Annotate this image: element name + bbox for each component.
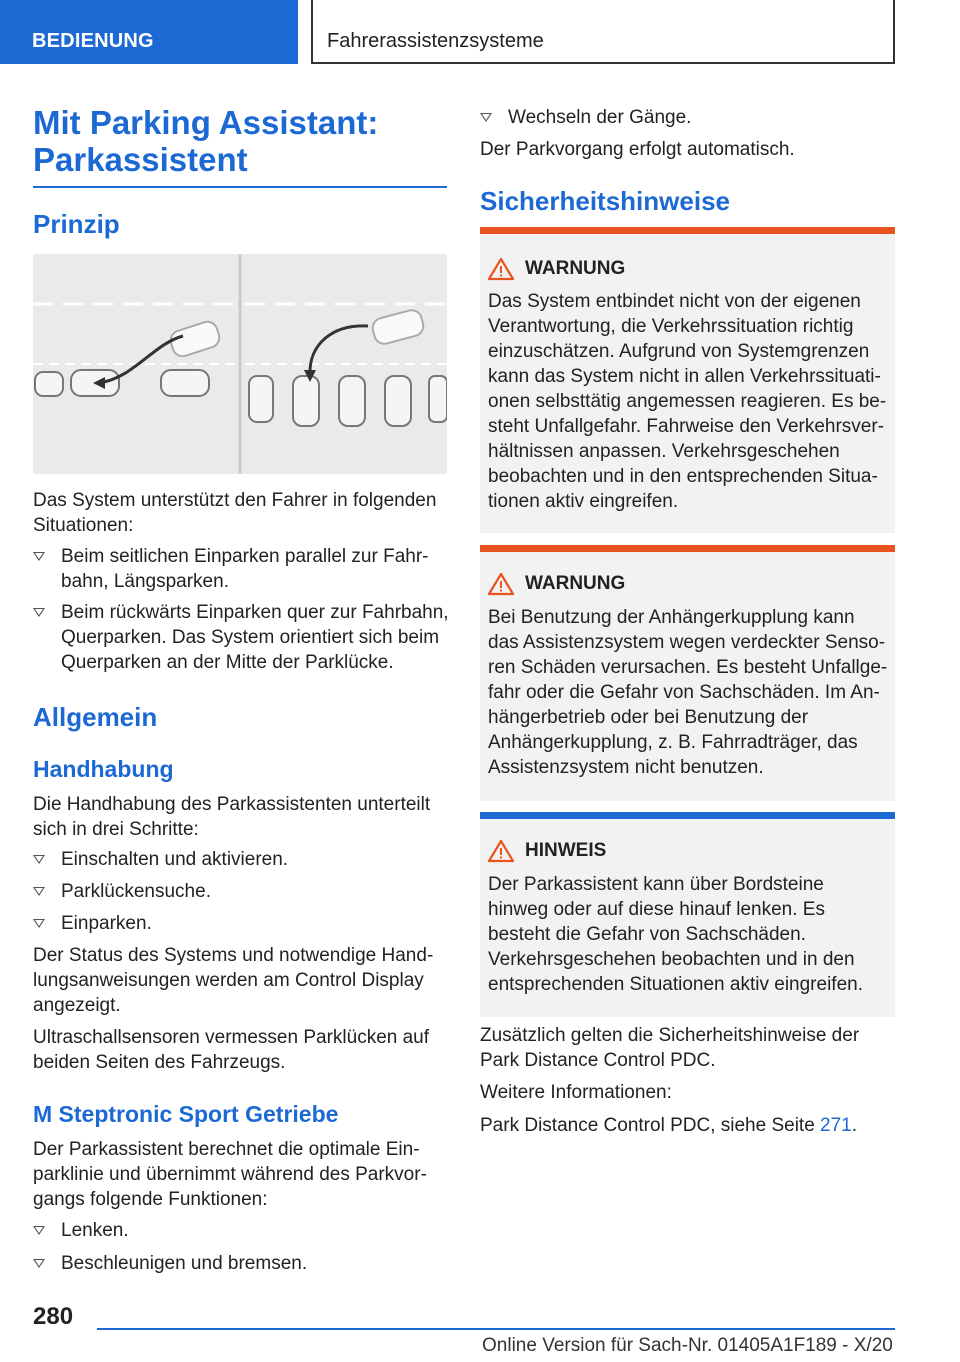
subsection-heading-steptronic: M Steptronic Sport Getriebe — [33, 1101, 339, 1127]
section-heading-prinzip: Prinzip — [33, 209, 120, 239]
warning-box-1 — [480, 227, 895, 533]
notice-box — [480, 812, 895, 1017]
page-reference-link[interactable]: 271 — [820, 1115, 852, 1136]
bullet-triangle-icon — [33, 608, 45, 617]
list-item: Beschleunigen und bremsen. — [33, 1251, 447, 1276]
principle-intro: Das System unterstützt den Fahrer in folgenden Situationen: — [33, 490, 437, 536]
footer-divider — [97, 1328, 895, 1330]
parking-diagram-svg — [33, 254, 447, 474]
bullet-triangle-icon — [33, 887, 45, 896]
list-item: Wechseln der Gänge. — [480, 105, 895, 130]
warning-label: WARNUNG — [525, 258, 626, 279]
reference-paragraph: Park Distance Control PDC, siehe Seite 271. — [480, 1115, 858, 1136]
steptronic-outro: Der Parkvorgang erfolgt automatisch. — [480, 139, 795, 160]
bullet-triangle-icon — [33, 1259, 45, 1268]
parking-illustration — [33, 254, 447, 474]
status-paragraph: Der Status des Systems und notwendige Handlungsanweisungen werden am Control Display angezeigt. — [33, 945, 434, 1016]
section-heading-sicherheit: Sicherheitshinweise — [480, 186, 730, 216]
list-item: Einschalten und aktivieren. — [33, 847, 447, 872]
warning-text: Bei Benutzung der Anhängerkupplung kann das Assistenzsystem wegen verdeckter Sensoren Schäden verursachen. Es besteht Unfallgefahr oder die Gefahr von Sachschäden. Im Anhängerbetrieb oder bei Benutzung der Anhängerkupplung, z. B. Fahrradträger, das Assistenzsystem nicht benutzen. — [488, 607, 888, 778]
warning-triangle-icon — [488, 572, 514, 596]
bullet-triangle-icon — [33, 855, 45, 864]
header-chapter: Fahrerassistenzsysteme — [311, 0, 895, 64]
handling-intro: Die Handhabung des Parkassistenten unterteilt sich in drei Schritte: — [33, 794, 431, 840]
header-section: BEDIENUNG — [0, 0, 298, 64]
list-item: Beim seitlichen Einparken parallel zur Fahrbahn, Längsparken. — [33, 544, 447, 594]
warning-triangle-icon — [488, 839, 514, 863]
warning-triangle-icon — [488, 257, 514, 281]
page-number: 280 — [33, 1303, 74, 1330]
sensors-paragraph: Ultraschallsensoren vermessen Parklücken auf beiden Seiten des Fahrzeugs. — [33, 1027, 430, 1073]
warning-bar — [480, 545, 895, 552]
extra-safety-paragraph: Zusätzlich gelten die Sicherheitshinweise der Park Distance Control PDC. — [480, 1025, 860, 1071]
more-info-label: Weitere Informationen: — [480, 1082, 672, 1103]
notice-text: Der Parkassistent kann über Bordsteine hinweg oder auf diese hinauf lenken. Es besteht die Gefahr von Sachschäden. Verkehrsgeschehen beobachten und in den entsprechenden Situationen aktiv eingreifen. — [488, 874, 863, 995]
bullet-triangle-icon — [480, 113, 492, 122]
section-heading-allgemein: Allgemein — [33, 702, 158, 732]
bullet-triangle-icon — [33, 552, 45, 561]
bullet-triangle-icon — [33, 919, 45, 928]
warning-bar — [480, 227, 895, 234]
list-item: Lenken. — [33, 1218, 447, 1243]
warning-label: WARNUNG — [525, 573, 626, 594]
bullet-triangle-icon — [33, 1226, 45, 1235]
steptronic-intro: Der Parkassistent berechnet die optimale Einparklinie und übernimmt während des Parkvorgangs folgende Funktionen: — [33, 1139, 427, 1210]
notice-label: HINWEIS — [525, 840, 607, 861]
footer-online-version: Online Version für Sach-Nr. 01405A1F189 - X/20 — [482, 1335, 893, 1356]
notice-bar — [480, 812, 895, 819]
list-item: Einparken. — [33, 911, 447, 936]
subsection-heading-handhabung: Handhabung — [33, 756, 174, 782]
list-item: Parklückensuche. — [33, 879, 447, 904]
page-title: Mit Parking Assistant: Parkassistent — [33, 104, 447, 188]
list-item: Beim rückwärts Einparken quer zur Fahrbahn, Querparken. Das System orientiert sich beim Querparken an der Mitte der Parklücke. — [33, 600, 453, 675]
warning-text: Das System entbindet nicht von der eigenen Verantwortung, die Verkehrssituation richtig einzuschätzen. Aufgrund von Systemgrenzen kann das System nicht in allen Verkehrssituationen selbsttätig angemessen reagieren. Es besteht Unfallgefahr. Fahrweise den Verkehrsverhältnissen anpassen. Verkehrsgeschehen beobachten und in den entsprechenden Situationen aktiv eingreifen. — [488, 291, 887, 512]
warning-box-2 — [480, 545, 895, 801]
